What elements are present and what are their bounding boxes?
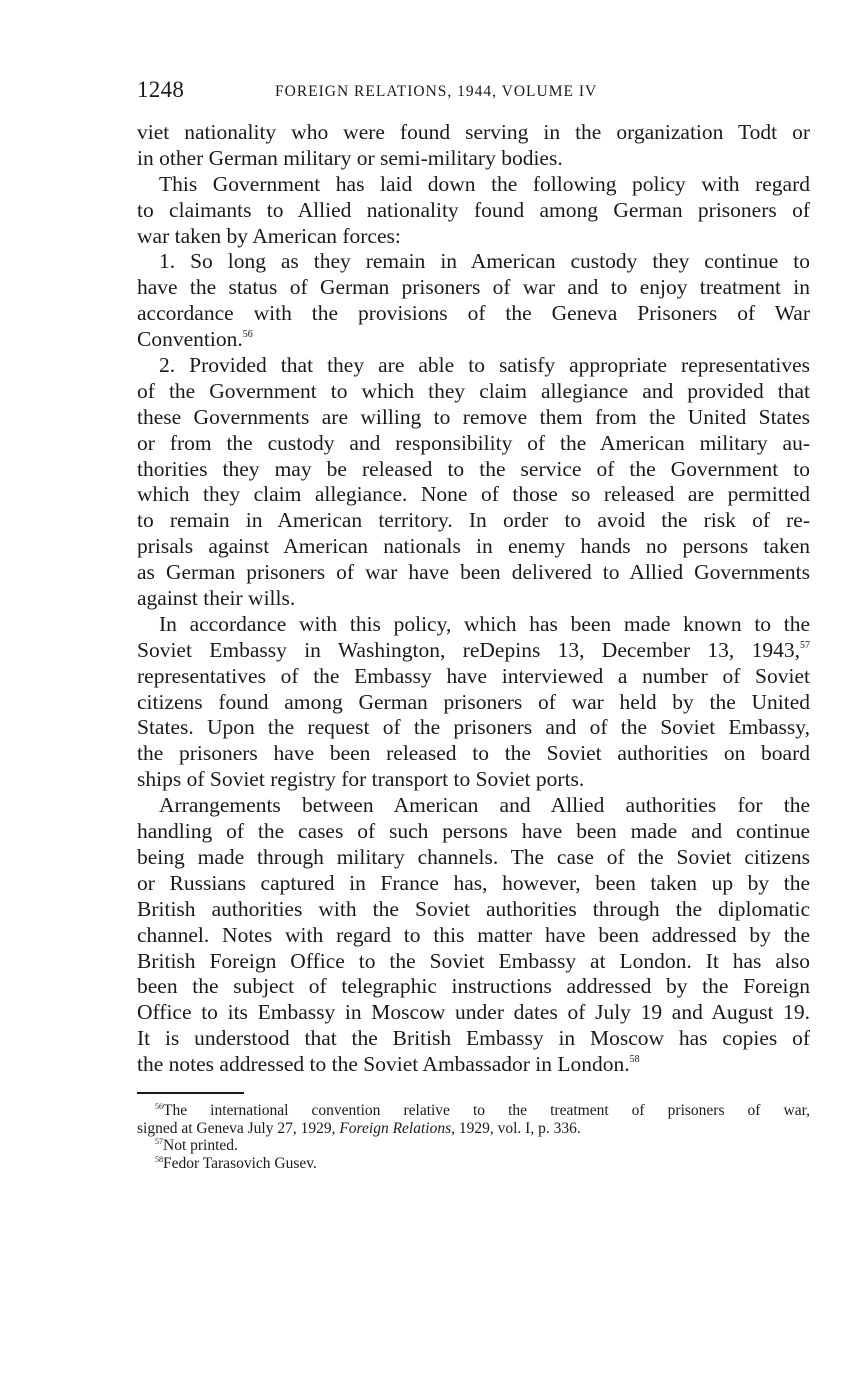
line-text: Convention. <box>137 327 243 352</box>
text-line: which they claim allegiance. None of those so released are permitted <box>137 482 810 507</box>
text-line <box>137 327 810 353</box>
footnote-56-cont <box>137 1120 810 1138</box>
text-line: channel. Notes with regard to this matter have been addressed by the <box>137 922 810 947</box>
text-line: or from the custody and responsibility of the American military au- <box>137 430 810 455</box>
footnote-ref: 58 <box>629 1054 640 1066</box>
text-line: being made through military channels. The case of the Soviet citizens <box>137 844 810 869</box>
running-title: FOREIGN RELATIONS, 1944, VOLUME IV <box>275 83 598 100</box>
text-line: British Foreign Office to the Soviet Embassy at London. It has also <box>137 948 810 973</box>
text-line: thorities they may be released to the service of the Government to <box>137 456 810 481</box>
footnote-text: Not printed. <box>163 1137 238 1154</box>
text-line: It is understood that the British Embassy in Moscow has copies of <box>137 1026 810 1051</box>
footnote-mark: 58 <box>155 1154 163 1164</box>
text-line: In accordance with this policy, which has been made known to the <box>159 611 810 636</box>
text-line: against their wills. <box>137 586 296 611</box>
footnote-citation: Foreign Relations <box>339 1119 452 1137</box>
text-line: representatives of the Embassy have interviewed a number of Soviet <box>137 663 810 688</box>
footnote-text: Fedor Tarasovich Gusev. <box>163 1154 317 1172</box>
footnote-mark: 56 <box>155 1102 163 1111</box>
footnote-57 <box>137 1137 810 1155</box>
footnote-ref: 56 <box>242 329 253 341</box>
text-line: citizens found among German prisoners of war held by the United <box>137 689 810 714</box>
text-line: or Russians captured in France has, however, been taken up by the <box>137 870 810 895</box>
text-line: the prisoners have been released to the Soviet authorities on board <box>137 741 810 766</box>
line-text: the notes addressed to the Soviet Ambassador in London. <box>137 1052 630 1077</box>
text-line: Arrangements between American and Allied authorities for the <box>159 793 810 818</box>
footnote-text: , 1929, vol. I, p. 336. <box>451 1119 581 1137</box>
text-line: been the subject of telegraphic instructions addressed by the Foreign <box>137 974 810 999</box>
text-line: States. Upon the request of the prisoners and of the Soviet Embassy, <box>137 715 810 740</box>
text-line <box>137 1052 810 1078</box>
text-line: accordance with the provisions of the Geneva Prisoners of War <box>137 301 810 326</box>
text-line <box>137 638 810 664</box>
footnote-58 <box>137 1155 810 1173</box>
footnote-divider <box>137 1092 244 1094</box>
footnote-text: The international convention relative to the treatment of prisoners of war, <box>163 1102 810 1119</box>
text-line: of the Government to which they claim allegiance and provided that <box>137 378 810 403</box>
text-line: in other German military or semi-military bodies. <box>137 145 563 170</box>
footnote-ref: 57 <box>800 639 810 651</box>
footnote-text: signed at Geneva July 27, 1929, <box>137 1119 336 1137</box>
text-line: Office to its Embassy in Moscow under dates of July 19 and August 19. <box>137 1000 810 1025</box>
text-line: viet nationality who were found serving in the organization Todt or <box>137 120 810 144</box>
footnotes <box>137 1102 810 1172</box>
text-line: 2. Provided that they are able to satisfy appropriate representatives <box>159 353 810 378</box>
footnote-56 <box>137 1102 810 1120</box>
text-line: prisals against American nationals in enemy hands no persons taken <box>137 534 810 559</box>
line-text: Soviet Embassy in Washington, reDepins 13, December 13, 1943, <box>137 637 800 662</box>
text-line: This Government has laid down the following policy with regard <box>159 171 810 196</box>
text-line: have the status of German prisoners of war and to enjoy treatment in <box>137 275 810 300</box>
text-line: war taken by American forces: <box>137 223 401 248</box>
text-line: to claimants to Allied nationality found among German prisoners of <box>137 197 810 222</box>
text-line: as German prisoners of war have been delivered to Allied Governments <box>137 560 810 585</box>
body-text <box>137 120 810 1078</box>
page-number: 1248 <box>137 77 185 102</box>
text-line: handling of the cases of such persons have been made and continue <box>137 819 810 844</box>
footnote-mark: 57 <box>155 1137 163 1146</box>
text-line: these Governments are willing to remove them from the United States <box>137 404 810 429</box>
text-line: to remain in American territory. In order to avoid the risk of re- <box>137 508 810 533</box>
text-line: ships of Soviet registry for transport to Soviet ports. <box>137 767 585 792</box>
text-line: British authorities with the Soviet authorities through the diplomatic <box>137 896 810 921</box>
text-line: 1. So long as they remain in American custody they continue to <box>159 249 810 274</box>
